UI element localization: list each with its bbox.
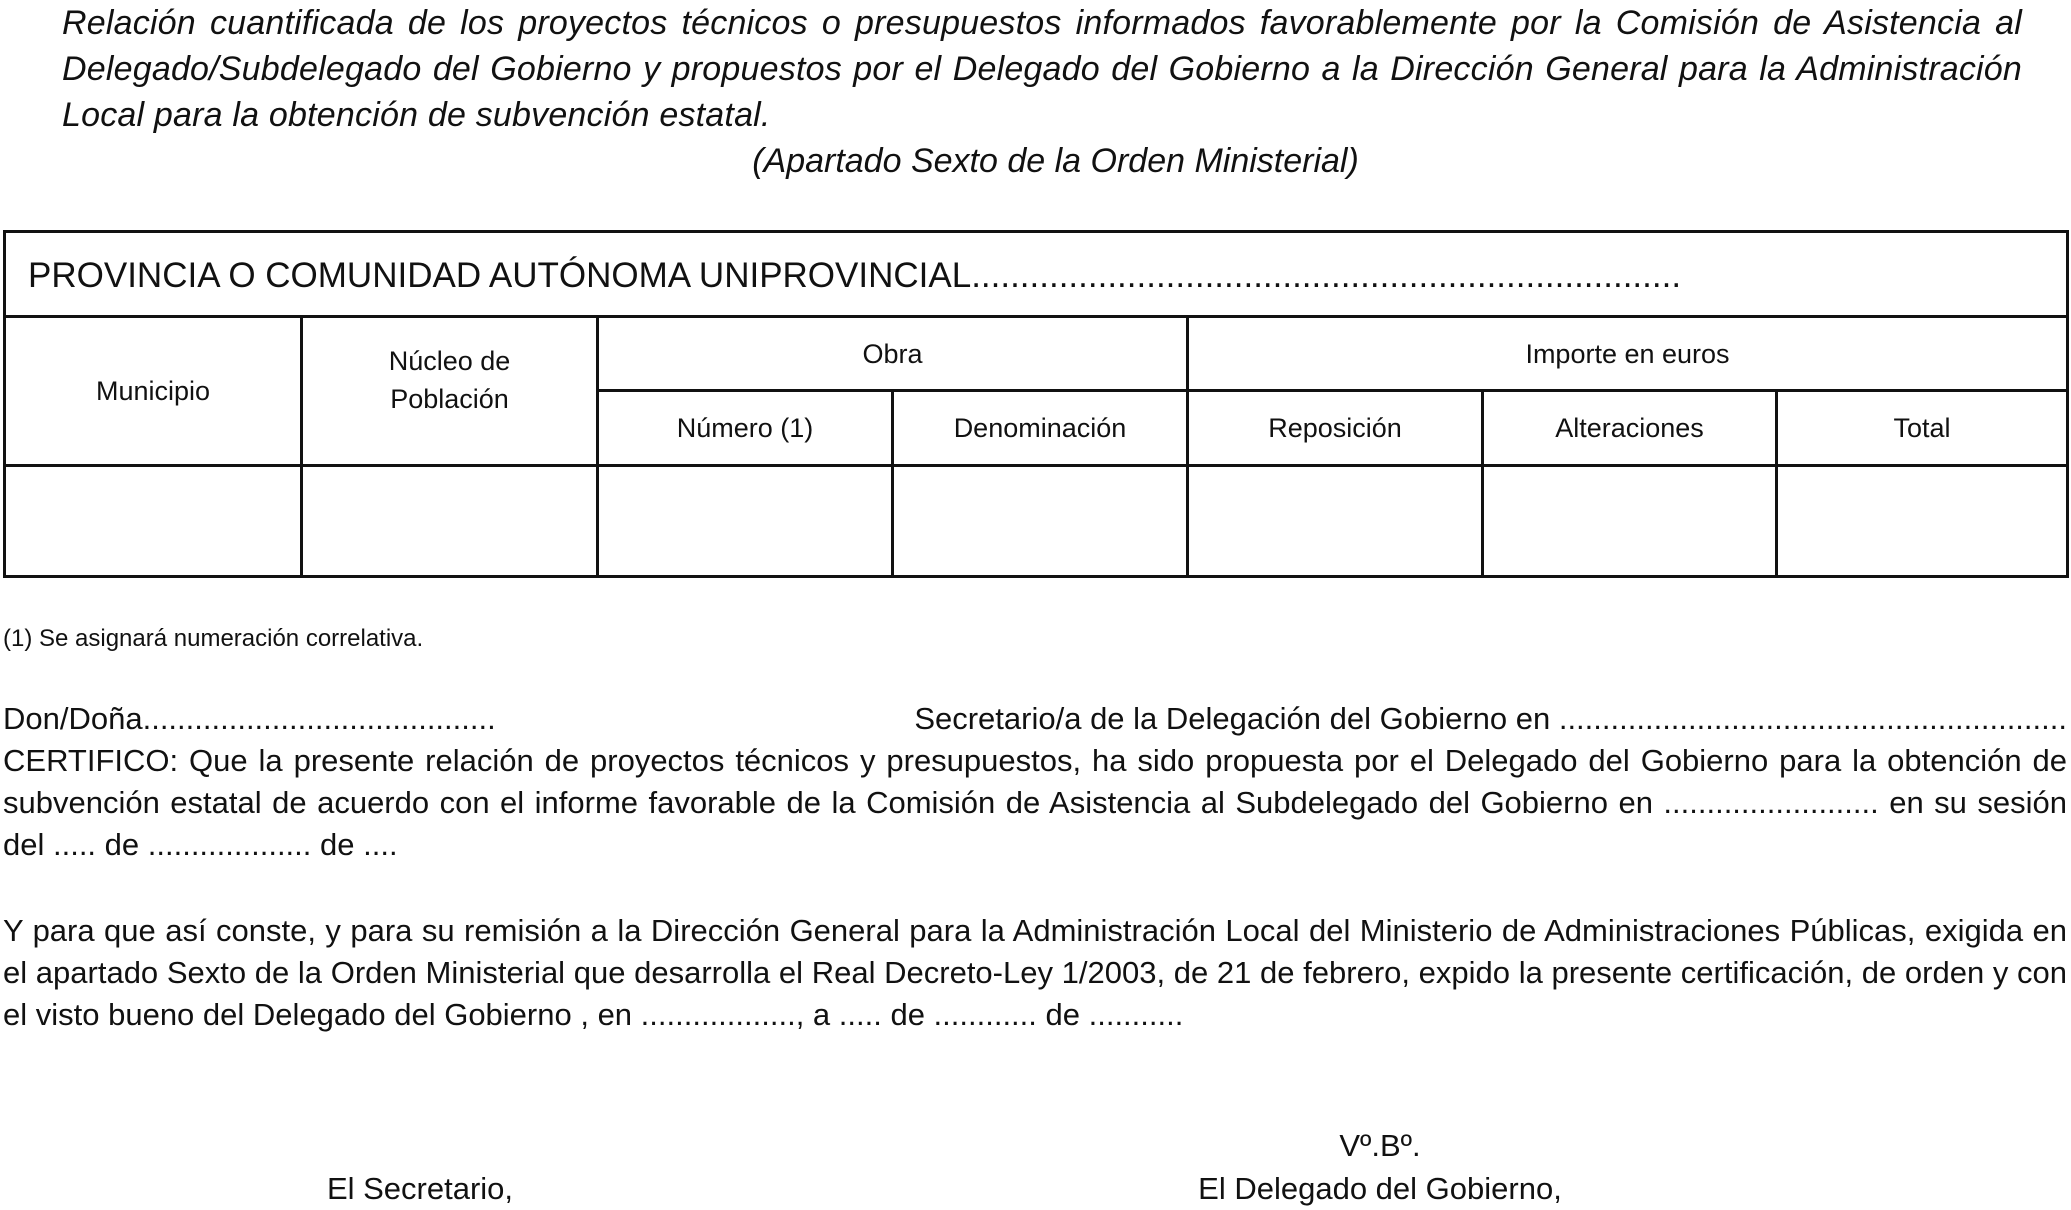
input-nucleo-poblacion[interactable] [303, 467, 596, 575]
delegado-signature-label: El Delegado del Gobierno, [1198, 1171, 1562, 1206]
header-numero: Número (1) [676, 413, 814, 443]
secretary-line [3, 698, 2067, 740]
header-alteraciones: Alteraciones [1555, 413, 1704, 443]
delegacion-field[interactable]: Secretario/a de la Delegación del Gobierno en ........................................................... [914, 701, 2067, 736]
header-group-obra: Obra [862, 339, 923, 369]
input-alteraciones[interactable] [1484, 467, 1775, 575]
header-municipio: Municipio [95, 376, 211, 406]
input-numero[interactable] [599, 467, 891, 575]
certifico-paragraph: CERTIFICO: Que la presente relación de proyectos técnicos y presupuestos, ha sido propuesta por el Delegado del Gobierno para la obtención de subvención estatal de acuerdo con el informe favorable de la Comisión de Asistencia al Subdelegado del Gobierno en ......................... en su sesión del ..... de ................... de .... [3, 743, 2067, 862]
document-title: Relación cuantificada de los proyectos técnicos o presupuestos informados favorablemente por la Comisión de Asistencia al Delegado/Subdelegado del Gobierno y propuestos por el Delegado del Gobierno a la Dirección General para la Administración Local para la obtención de subvención estatal. [62, 4, 2022, 134]
header-total: Total [1893, 413, 1951, 443]
input-municipio[interactable] [6, 467, 300, 575]
document-subtitle: (Apartado Sexto de la Orden Ministerial) [752, 142, 1359, 180]
province-field[interactable]: PROVINCIA O COMUNIDAD AUTÓNOMA UNIPROVINCIAL......................................................................... [6, 233, 2066, 318]
header-group-importe: Importe en euros [1525, 339, 1730, 369]
visto-bueno-label: Vº.Bº. [1339, 1128, 1421, 1163]
project-list-table [3, 230, 2069, 578]
footnote: (1) Se asignará numeración correlativa. [3, 625, 424, 652]
input-denominacion[interactable] [894, 467, 1186, 575]
don-dona-field[interactable]: Don/Doña......................................... [3, 701, 496, 736]
input-total[interactable] [1778, 467, 2066, 575]
header-denominacion: Denominación [953, 413, 1127, 443]
header-reposicion: Reposición [1268, 413, 1402, 443]
secretario-signature-label: El Secretario, [326, 1171, 514, 1206]
header-nucleo-poblacion: Núcleo de Población [388, 346, 511, 414]
input-reposicion[interactable] [1189, 467, 1481, 575]
remision-paragraph: Y para que así conste, y para su remisión a la Dirección General para la Administración Local del Ministerio de Administraciones Públicas, exigida en el apartado Sexto de la Orden Ministerial que desarrolla el Real Decreto-Ley 1/2003, de 21 de febrero, expido la presente certificación, de orden y con el visto bueno del Delegado del Gobierno , en .................., a ..... de ............ de ........... [3, 913, 2067, 1032]
